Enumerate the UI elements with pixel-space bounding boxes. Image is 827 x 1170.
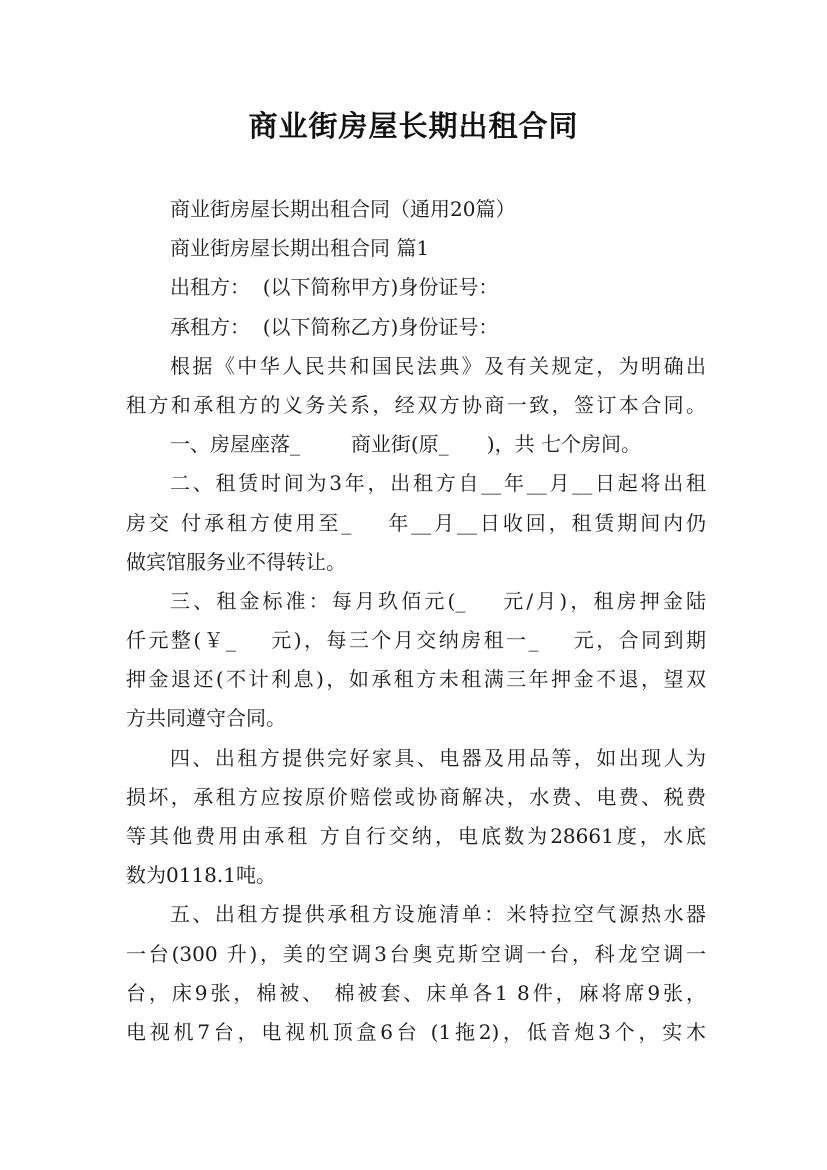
paragraph-line: 台，床9张，棉被、 棉被套、床单各1 8件，麻将席9张，: [126, 980, 706, 1005]
paragraph-line: 电视机7台，电视机顶盒6台 (1拖2)，低音炮3个，实木: [126, 1019, 706, 1044]
paragraph-line: 做宾馆服务业不得转让。: [126, 549, 346, 574]
paragraph-line: 数为0118.1吨。: [126, 863, 276, 888]
document-body: [126, 190, 706, 1052]
paragraph-line: 房交 付承租方使用至_ 年__月__日收回，租赁期间内仍: [126, 510, 706, 535]
paragraph-line: 根据《中华人民共和国民法典》及有关规定，为明确出: [170, 353, 706, 378]
paragraph-line: 出租方： (以下简称甲方)身份证号：: [170, 275, 499, 300]
paragraph-line: 二、租赁时间为3年，出租方自__年__月__日起将出租: [170, 471, 706, 496]
document-title: 商业街房屋长期出租合同: [248, 109, 579, 143]
paragraph-line: 租方和承租方的义务关系，经双方协商一致，签订本合同。: [126, 392, 706, 417]
paragraph-line: 仟元整(￥_ 元)，每三个月交纳房租一_ 元，合同到期: [126, 628, 706, 653]
paragraph-line: 五、出租方提供承租方设施清单：米特拉空气源热水器: [170, 902, 706, 927]
paragraph-line: 承租方： (以下简称乙方)身份证号：: [170, 314, 499, 339]
paragraph-line: 商业街房屋长期出租合同 篇1: [170, 236, 430, 261]
paragraph-line: 商业街房屋长期出租合同（通用20篇）: [170, 197, 516, 221]
paragraph-line: 三、租金标准：每月玖佰元(_ 元/月)，租房押金陆: [170, 588, 706, 613]
paragraph-line: 押金退还(不计利息)，如承租方未租满三年押金不退，望双: [126, 667, 706, 692]
paragraph-line: 损坏，承租方应按原价赔偿或协商解决，水费、电费、税费: [126, 784, 706, 809]
paragraph-line: 方共同遵守合同。: [126, 706, 286, 731]
paragraph-line: 等其他费用由承租 方自行交纳，电底数为28661度，水底: [126, 824, 706, 848]
paragraph-line: 四、出租方提供完好家具、电器及用品等，如出现人为: [170, 745, 706, 770]
paragraph-line: 一台(300 升)，美的空调3台奥克斯空调一台，科龙空调一: [126, 941, 706, 966]
paragraph-line: 一、房屋座落_ 商业街(原_ )，共 七个房间。: [170, 432, 641, 457]
